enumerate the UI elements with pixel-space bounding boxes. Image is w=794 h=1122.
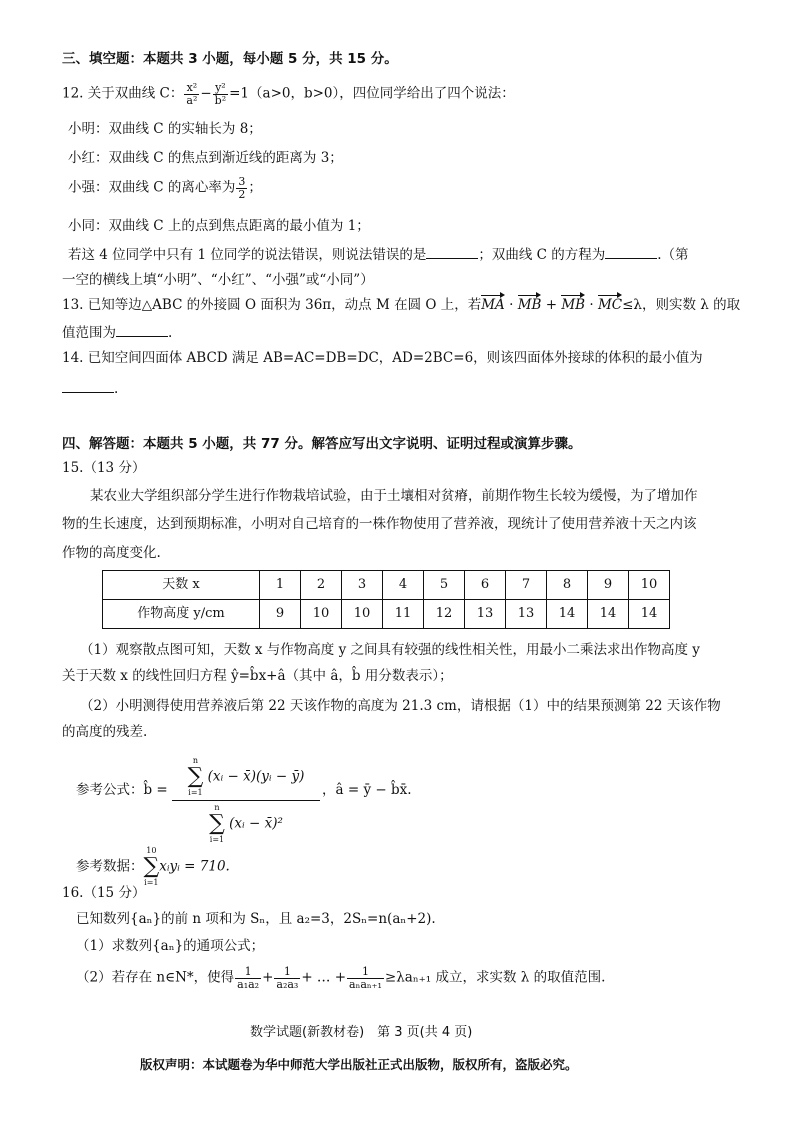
q14-blank[interactable] — [62, 380, 114, 393]
table-header-height: 作物高度 y/cm — [103, 600, 260, 629]
vector-mb: MB — [517, 297, 542, 313]
table-cell: 11 — [383, 600, 424, 629]
q12-ecc-den: 2 — [238, 187, 246, 201]
ref-data-expr: xᵢyᵢ = 710. — [159, 858, 230, 875]
q12-blank-2[interactable] — [605, 246, 657, 259]
q12-minus: − — [200, 85, 212, 102]
vector-mb-2: MB — [561, 297, 586, 313]
q12-frac-x-den: a² — [186, 93, 198, 107]
table-row-days — [103, 571, 670, 600]
q16-ellipsis: + … + — [301, 969, 347, 986]
table-cell: 14 — [547, 600, 588, 629]
q12-frac-y — [213, 82, 228, 106]
table-cell: 10 — [342, 600, 383, 629]
q12-xiaoming: 小明：双曲线 C 的实轴长为 8； — [68, 121, 262, 137]
sum-top-limit: n — [214, 803, 220, 812]
q13-line-2 — [62, 324, 172, 342]
section-4-heading: 四、解答题：本题共 5 小题，共 77 分。解答应写出文字说明、证明过程或演算步骤。 — [62, 436, 582, 452]
q16-frac-3-num: 1 — [347, 966, 384, 979]
q13-line2-a: 值范围为 — [62, 325, 116, 341]
q12-blank-1[interactable] — [426, 246, 478, 259]
table-cell: 14 — [588, 600, 629, 629]
q14-line-1: 14. 已知空间四面体 ABCD 满足 AB=AC=DB=DC，AD=2BC=6，则该四面体外接球的体积的最小值为 — [62, 350, 703, 366]
sigma-icon: ∑ — [209, 811, 225, 836]
q16-number: 16.（15 分） — [62, 885, 146, 901]
q13-line1-b: ≤λ，则实数 λ 的取 — [622, 297, 741, 313]
ref-formula-num-expr: (xᵢ − x̄)(yᵢ − ȳ) — [207, 768, 305, 785]
copyright-notice: 版权声明：本试题卷为华中师范大学出版社正式出版物，版权所有，盗版必究。 — [140, 1057, 578, 1072]
q16-frac-3 — [347, 966, 384, 990]
q15-part-2b: 的高度的残差. — [62, 724, 148, 740]
q13-plus: + — [541, 297, 562, 313]
ref-formula-numerator — [172, 756, 320, 801]
q16-frac-1 — [235, 966, 261, 990]
q12-ecc-num: 3 — [238, 175, 246, 188]
q16-frac-2-den: a₂a₃ — [276, 977, 299, 991]
table-cell: 14 — [629, 600, 670, 629]
table-cell: 1 — [260, 571, 301, 600]
q12-frac-y-num: y² — [213, 82, 228, 95]
q12-frac-x-num: x² — [184, 82, 199, 95]
q16-para-1: 已知数列{aₙ}的前 n 项和为 Sₙ，且 a₂=3，2Sₙ=n(aₙ+2). — [76, 911, 436, 927]
q15-para-1: 某农业大学组织部分学生进行作物栽培试验，由于土壤相对贫瘠，前期作物生长较为缓慢，为了增加作 — [90, 488, 698, 504]
table-cell: 6 — [465, 571, 506, 600]
growth-data-table — [102, 570, 670, 629]
q13-dot-2: · — [585, 297, 598, 313]
q14-line2-b: . — [114, 381, 119, 397]
table-cell: 12 — [424, 600, 465, 629]
sum-sign-bottom — [209, 803, 225, 845]
ref-formula-label: 参考公式：b̂ = — [76, 782, 168, 798]
ref-data — [76, 846, 230, 888]
sigma-icon: ∑ — [187, 764, 204, 789]
ref-formula-den-expr: (xᵢ − x̄)² — [229, 815, 283, 832]
sum-bottom-limit: i=1 — [209, 835, 225, 844]
q15-number: 15.（13 分） — [62, 460, 146, 476]
q15-para-2: 物的生长速度，达到预期标准，小明对自己培育的一株作物使用了营养液，现统计了使用营养液十天之内该 — [62, 516, 697, 532]
ref-data-label: 参考数据： — [76, 858, 144, 875]
q13-line1-a: 13. 已知等边△ABC 的外接圆 O 面积为 36π，动点 M 在圆 O 上，若 — [62, 297, 482, 313]
q12-frac-y-den: b² — [214, 93, 227, 107]
q16-plus: + — [262, 969, 274, 986]
q12-condition — [68, 246, 689, 264]
q13-blank[interactable] — [116, 324, 168, 337]
q12-note: 一空的横线上填“小明”、“小红”、“小强”或“小同”） — [62, 272, 374, 288]
q12-xiaoqiang-a: 小强：双曲线 C 的离心率为 — [68, 179, 236, 196]
q15-part-2a: （2）小明测得使用营养液后第 22 天该作物的高度为 21.3 cm，请根据（1）中的结果预测第 22 天该作物 — [80, 698, 721, 714]
table-cell: 4 — [383, 571, 424, 600]
q12-frac-x — [184, 82, 199, 106]
q12-xiaohong: 小红：双曲线 C 的焦点到渐近线的距离为 3； — [68, 150, 343, 166]
sigma-icon: ∑ — [143, 854, 160, 879]
ref-formula-fraction — [172, 756, 320, 845]
ref-data-sum-bottom: i=1 — [144, 878, 159, 887]
q15-part-1a: （1）观察散点图可知，天数 x 与作物高度 y 之间具有较强的线性相关性，用最小二乘法求出作物高度 y — [80, 642, 700, 658]
table-cell: 3 — [342, 571, 383, 600]
sum-top-limit: n — [192, 756, 199, 765]
q12-xiaoqiang — [68, 176, 262, 200]
q15-para-3: 作物的高度变化. — [62, 545, 161, 561]
q16-frac-1-num: 1 — [235, 966, 261, 979]
ref-data-sum — [144, 846, 160, 888]
table-cell: 13 — [506, 600, 547, 629]
table-cell: 5 — [424, 571, 465, 600]
vector-mc: MC — [597, 297, 623, 313]
q16-part-1: （1）求数列{aₙ}的通项公式； — [76, 938, 265, 954]
sum-sign-top — [188, 756, 204, 798]
q12-cond-c: .（第 — [657, 247, 689, 263]
q12-stem — [62, 82, 515, 106]
q13-dot-1: · — [504, 297, 518, 313]
q16-frac-1-den: a₁a₂ — [237, 977, 260, 991]
q15-part-1b: 关于天数 x 的线性回归方程 ŷ=b̂x+â（其中 â，b̂ 用分数表示）； — [62, 668, 453, 684]
table-header-days: 天数 x — [103, 571, 260, 600]
q12-cond-a: 若这 4 位同学中只有 1 位同学的说法错误，则说法错误的是 — [68, 247, 427, 263]
q16-part2-b: ≥λaₙ₊₁ 成立，求实数 λ 的取值范围. — [384, 969, 606, 986]
q13-line-1 — [62, 297, 740, 314]
table-cell: 2 — [301, 571, 342, 600]
table-cell: 8 — [547, 571, 588, 600]
ref-data-sum-top: 10 — [146, 846, 157, 855]
q12-xiaotong: 小同：双曲线 C 上的点到焦点距离的最小值为 1； — [68, 218, 370, 234]
q16-frac-2 — [274, 966, 300, 990]
table-row-heights — [103, 600, 670, 629]
q12-stem-a: 12. 关于双曲线 C： — [62, 85, 184, 102]
section-3-heading: 三、填空题：本题共 3 小题，每小题 5 分，共 15 分。 — [62, 51, 398, 67]
table-cell: 10 — [629, 571, 670, 600]
q16-frac-3-den: aₙaₙ₊₁ — [349, 977, 382, 991]
table-cell: 13 — [465, 600, 506, 629]
q13-line2-b: . — [168, 325, 173, 341]
ref-formula-tail: ，â = ȳ − b̂x̄. — [322, 782, 412, 798]
q16-frac-2-num: 1 — [274, 966, 300, 979]
q12-stem-b: =1（a>0，b>0），四位同学给出了四个说法： — [229, 85, 515, 102]
q12-eccentricity-frac — [236, 176, 247, 200]
table-cell: 7 — [506, 571, 547, 600]
table-cell: 9 — [588, 571, 629, 600]
vector-ma: MA — [481, 297, 505, 313]
table-cell: 9 — [260, 600, 301, 629]
sum-bottom-limit: i=1 — [188, 788, 203, 797]
q16-part-2 — [76, 966, 605, 990]
page-footer: 数学试题(新教材卷) 第 3 页(共 4 页) — [250, 1025, 473, 1040]
ref-formula-denominator — [172, 801, 320, 845]
q16-part2-a: （2）若存在 n∈N*，使得 — [76, 969, 235, 986]
q14-line-2 — [62, 380, 118, 398]
q12-xiaoqiang-b: ； — [248, 179, 262, 196]
q12-cond-b: ；双曲线 C 的方程为 — [478, 247, 606, 263]
table-cell: 10 — [301, 600, 342, 629]
